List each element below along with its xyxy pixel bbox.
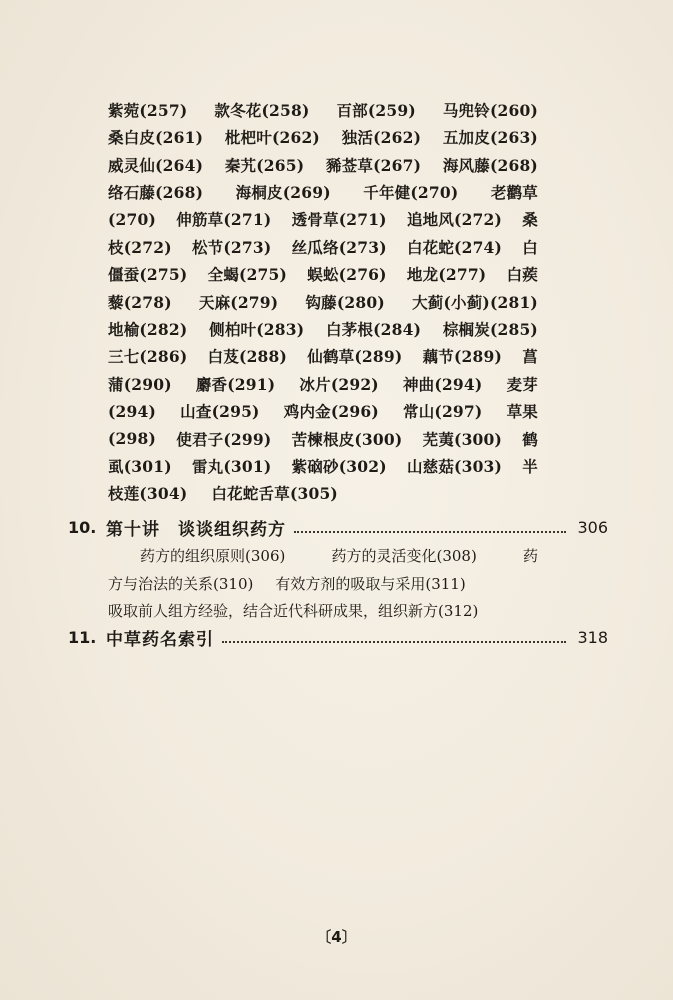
herb-entry: 地榆(282) — [108, 319, 188, 339]
herb-entry: 钩藤(280) — [305, 292, 385, 312]
herb-entry: 蜈蚣(276) — [307, 265, 387, 285]
herb-entry: 白蒺 — [506, 265, 538, 285]
herb-entry: 藜(278) — [108, 292, 172, 312]
herb-index-line — [108, 452, 538, 480]
herb-entry: 僵蚕(275) — [108, 265, 188, 285]
herb-entry: 独活(262) — [341, 128, 422, 148]
herb-index-line — [108, 480, 538, 508]
toc-subentry: 方与治法的关系(310) — [108, 574, 254, 593]
herb-entry: 百部(259) — [336, 100, 416, 120]
herb-index-line — [108, 151, 538, 179]
herb-entry: 紫菀(257) — [108, 100, 188, 120]
herb-entry: 枝莲(304) — [108, 484, 188, 504]
toc-subentry: 有效方剂的吸取与采用(311) — [275, 574, 466, 593]
herb-entry: 半 — [522, 456, 538, 476]
herb-entry: 紫硇砂(302) — [291, 456, 387, 476]
herb-entry: 老鹳草 — [490, 182, 538, 202]
herb-entry: 五加皮(263) — [442, 128, 538, 148]
herb-entry: 棕榈炭(285) — [442, 319, 538, 339]
herb-entry: 虱(301) — [108, 456, 172, 476]
herb-entry: 芜荑(300) — [422, 429, 503, 449]
herb-entry: 三七(286) — [108, 347, 188, 367]
herb-entry: 枇杷叶(262) — [224, 128, 320, 148]
herb-entry: 使君子(299) — [176, 429, 272, 449]
herb-entry: 追地风(272) — [406, 210, 503, 230]
herb-entry: 鸡内金(296) — [283, 402, 379, 422]
toc-page-number: 318 — [577, 627, 608, 647]
herb-entry: 白 — [522, 237, 538, 257]
herb-entry: (294) — [108, 401, 157, 421]
toc-entry-11[interactable] — [68, 622, 608, 652]
herb-entry: 麦芽 — [506, 374, 538, 394]
herb-entry: 苦楝根皮(300) — [291, 429, 403, 449]
herb-entry: 侧柏叶(283) — [209, 319, 305, 339]
toc-page-number: 306 — [577, 517, 608, 537]
herb-entry: 鹤 — [522, 429, 538, 449]
toc-subentry: 药方的组织原则(306) — [140, 546, 286, 565]
herb-entry: 天麻(279) — [198, 292, 279, 312]
herb-entry: 山慈菇(303) — [406, 456, 503, 476]
herb-index-line — [108, 397, 538, 425]
herb-entry: 白花蛇(274) — [406, 237, 503, 257]
section10-line-2 — [108, 569, 538, 597]
herb-entry: 神曲(294) — [402, 374, 483, 394]
toc-number: 10. — [68, 517, 97, 537]
toc-subentry: 药 — [522, 546, 538, 565]
herb-index-line — [108, 178, 538, 206]
herb-index-line — [108, 425, 538, 453]
section10-line-3 — [108, 596, 538, 624]
herb-entry: 麝香(291) — [195, 374, 276, 394]
herb-index-line — [108, 206, 538, 234]
herb-entry: 丝瓜络(273) — [291, 237, 387, 257]
herb-entry: 白花蛇舌草(305) — [211, 484, 338, 504]
herb-entry: 桑 — [522, 210, 538, 230]
herb-entry: 桑白皮(261) — [108, 128, 204, 148]
herb-entry: 蒲(290) — [108, 374, 172, 394]
section10-line-1 — [108, 541, 538, 569]
herb-entry: 藕节(289) — [422, 347, 503, 367]
herb-entry: 伸筋草(271) — [176, 210, 272, 230]
herb-entry: 络石藤(268) — [108, 182, 204, 202]
toc-number: 11. — [68, 627, 97, 647]
herb-index-line — [108, 123, 538, 151]
herb-entry: 款冬花(258) — [214, 100, 310, 120]
herb-entry: (298) — [108, 429, 157, 449]
leader-dots — [222, 631, 566, 643]
herb-entry: 全蝎(275) — [207, 265, 288, 285]
herb-entry: 海风藤(268) — [442, 155, 538, 175]
herb-entry: 白芨(288) — [207, 347, 288, 367]
herb-entry: 地龙(277) — [406, 265, 487, 285]
herb-entry: (270) — [108, 209, 157, 229]
herb-index-line — [108, 260, 538, 288]
herb-entry: 松节(273) — [191, 237, 272, 257]
toc-subentry: 吸取前人组方经验，结合近代科研成果，组织新方(312) — [108, 601, 479, 620]
herb-index-line — [108, 233, 538, 261]
toc-title: 第十讲 谈谈组织药方 — [106, 519, 286, 540]
herb-entry: 山查(295) — [180, 402, 260, 422]
herb-entry: 马兜铃(260) — [442, 100, 538, 120]
herb-index-line — [108, 288, 538, 316]
herb-index-line — [108, 315, 538, 343]
herb-entry: 海桐皮(269) — [235, 182, 331, 202]
herb-index-line — [108, 96, 538, 124]
herb-entry: 千年健(270) — [363, 182, 459, 202]
page-number-footer: 〔4〕 — [316, 928, 357, 946]
toc-entry-10[interactable] — [68, 512, 608, 542]
herb-entry: 菖 — [522, 347, 538, 367]
leader-dots — [294, 521, 566, 533]
herb-entry: 大蓟(小蓟)(281) — [412, 292, 538, 312]
herb-entry: 草果 — [506, 402, 538, 422]
herb-entry: 枝(272) — [108, 237, 172, 257]
herb-entry: 常山(297) — [403, 402, 483, 422]
herb-entry: 白茅根(284) — [326, 319, 422, 339]
herb-entry: 冰片(292) — [299, 374, 379, 394]
toc-subentry: 药方的灵活变化(308) — [331, 546, 477, 565]
herb-entry: 仙鹤草(289) — [307, 347, 403, 367]
herb-entry: 透骨草(271) — [291, 210, 387, 230]
herb-entry: 威灵仙(264) — [108, 155, 204, 175]
herb-index-line — [108, 370, 538, 398]
herb-entry: 豨莶草(267) — [326, 155, 422, 175]
herb-index-line — [108, 343, 538, 371]
herb-entry: 雷丸(301) — [191, 456, 272, 476]
herb-entry: 秦艽(265) — [224, 155, 305, 175]
toc-title: 中草药名索引 — [106, 629, 214, 650]
